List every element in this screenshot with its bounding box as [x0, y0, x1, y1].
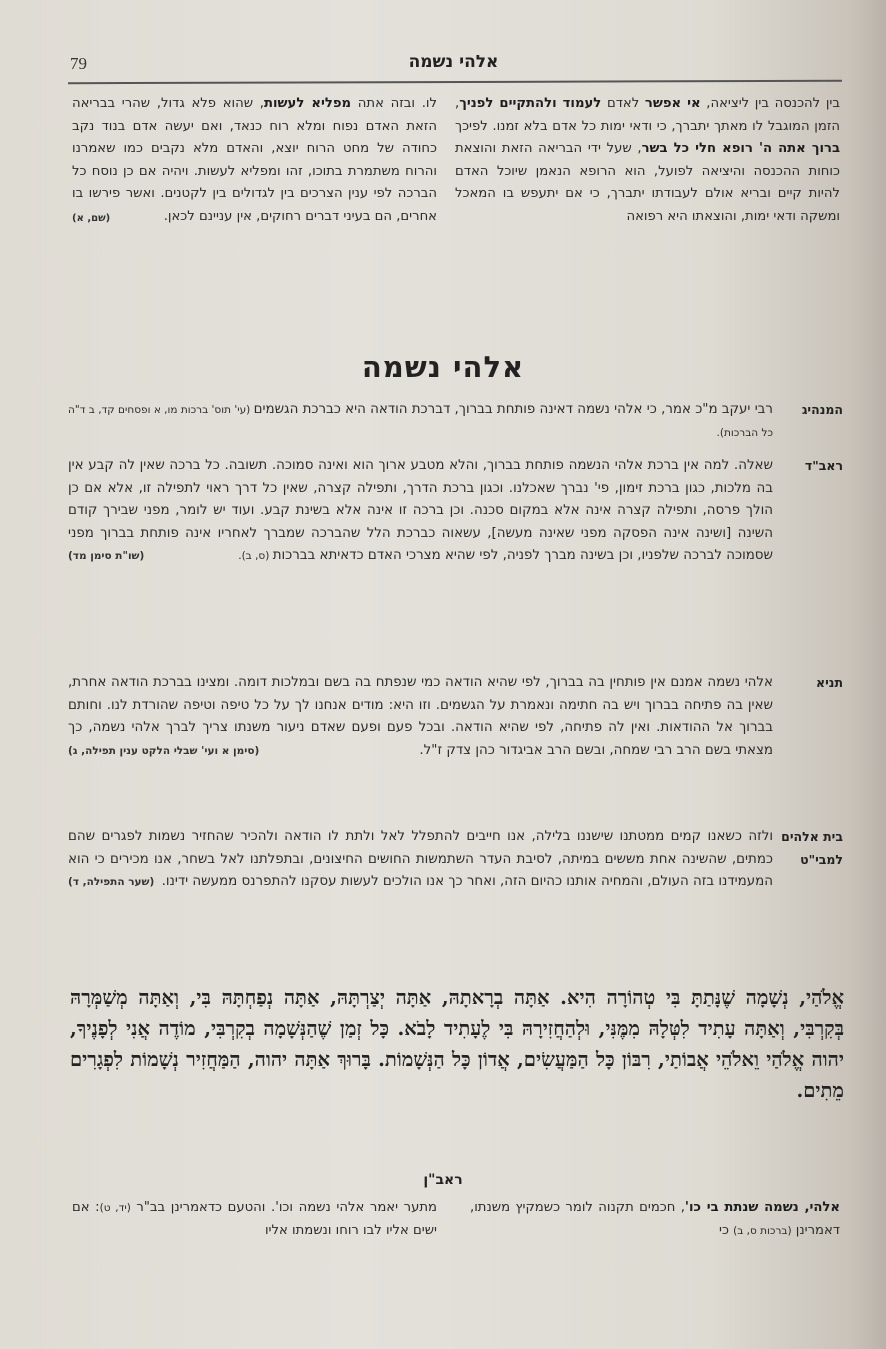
entry-tanya: [68, 672, 843, 817]
source-reference: (יד, ט): [99, 1202, 131, 1214]
citation: (סימן א ועי' שבלי הלקט ענין תפילה, ג): [68, 744, 260, 757]
entry-label: בית אלהים למבי"ט: [781, 829, 843, 867]
entry-body: [68, 455, 773, 568]
bottom-right-column: [470, 1197, 840, 1242]
entry-label: ראב"ד: [804, 458, 843, 473]
citation: (שער התפילה, ד): [68, 876, 155, 889]
bold-run: ברוך אתה ה' רופא חלי כל בשר: [641, 141, 840, 157]
bold-run: לעמוד ולהתקיים לפניך: [459, 96, 602, 111]
entry-label: תניא: [816, 675, 843, 690]
prayer-text-elokai-neshama: אֱלֹהַי, נְשָׁמָה שֶׁנָּתַתָּ בִּי טְהוֹרָה הִיא. אַתָּה בְרָאתָהּ, אַתָּה יְצַרְתָּהּ, אַתָּה נְפַחְתָּהּ בִּי, וְאַתָּה מְשַׁמְּרָהּ בְּקִרְבִּי, וְאַתָּה עָתִיד לִטְּלָהּ מִמֶּנִּי, וּלְהַחֲזִירָהּ בִּי לֶעָתִיד לָבֹא. כָּל זְמַן שֶׁהַנְּשָׁמָה בְקִרְבִּי, מוֹדֶה אֲנִי לְפָנֶיךָ, יהוה אֱלֹהַי וֵאלֹהֵי אֲבוֹתַי, רִבּוֹן כָּל הַמַּעֲשִׂים, אֲדוֹן כָּל הַנְּשָׁמוֹת. בָּרוּךְ אַתָּה יהוה, הַמַּחֲזִיר נְשָׁמוֹת לִפְגָרִים מֵתִים.: [70, 986, 844, 1102]
text-run: לו. ובזה אתה: [351, 96, 437, 111]
page-number: 79: [70, 54, 87, 73]
text-run: לאדם: [601, 96, 645, 111]
text-run: כי: [719, 1222, 734, 1238]
entry-body: [68, 826, 773, 894]
entry-label: המנהיג: [801, 402, 843, 417]
citation: (שו"ת סימן מד): [68, 550, 145, 563]
source-reference: (עי' תוס' ברכות מו, א ופסחים קד, ב ד"ה כל הברכות).: [68, 404, 773, 439]
text-run: בין להכנסה בין ליציאה,: [700, 96, 840, 111]
bottom-left-column: [72, 1197, 437, 1242]
top-right-column: [455, 93, 840, 229]
source-reference: (ברכות ס, ב): [733, 1224, 792, 1237]
text-run: , שהוא פלא גדול, שהרי בבריאה הזאת האדם נפוח ומלא רוח כנאד, ואם יעשה אדם בנוד נקב כחודה של מחט הרוח יוצא, והאדם מלא נקבים כמו שאמרנו והרוח משתמרת בתוכו, זהו ומפליא לעשות. ויהיה אם כן נוסח כל הברכה לפי ענין הצרכים בין לגדולים בין לקטנים. ואשר פירשו בו אחרים, הם בעיני דברים רחוקים, אין עניינם לכאן.: [72, 96, 437, 224]
raavan-heading: ראב"ן: [423, 1172, 463, 1188]
bold-run: מפליא לעשות: [264, 96, 352, 111]
entry-body: [68, 672, 773, 762]
entry-text: אלהי נשמה אמנם אין פותחין בה בברוך, לפי שהיא הודאה כמי שנפתח בה בשם ובמלכות דומה. ומצינו בברכת הודאה אחרת, שאין בה פתיחה בברוך ויש בה חתימה ונאמרת על הגשמים. וזו היא: מודים אנחנו לך על כל טיפה וטיפה שהורדת לנו. וחותם בברוך אל ההודאות. ואין לה פתיחה, לפי שהיא הודאה. ובכל פעם ופעם שאדם ניעור משנתו צריך לברך אלהי נשמה, כך מצאתי בשם הרב רבי שמחה, ובשם הרב אביגדור כהן צדק ז"ל.: [68, 675, 773, 758]
entry-hamanhig: [68, 399, 843, 447]
citation: (שם, א): [72, 212, 111, 224]
running-title: אלהי נשמה: [408, 52, 499, 72]
text-run: , חכמים תקנוה לומר כשמקיץ משנתו, דאמרינן: [470, 1200, 840, 1238]
entry-text: רבי יעקב מ"כ אמר, כי אלהי נשמה דאינה פותחת בברוך, דברכת הודאה היא כברכת הגשמים: [253, 402, 773, 417]
entry-raavad: [68, 455, 843, 665]
entry-text: ולזה כשאנו קמים ממטתנו שישננו בלילה, אנו חייבים להתפלל לאל ולתת לו הודאה ולהכיר שהחזיר נשמות לפגרים שהם כמתים, שהשינה אחת מששים במיתה, לסיבת העדר השתמשות החושים החיצונים, ובתפלתנו לאל בשחר, אנו מכירים כי הוא המעמידנו בזה העולם, והמחיה אותנו כהיום הזה, ואחר כך אנו הולכים לעשות עסקנו להתפרנס ממעשה ידינו.: [68, 829, 773, 890]
text-run: , שעל ידי הבריאה הזאת והוצאת כוחות ההכנסה והיציאה לפועל, הוא הרופא הנאמן שיוכל האדם להיות קיים ובריא אולם לעבודתו יתברך, כי אם יתעפש בו המאכל ומשקה ודאי ימות, והוצאתו היא רפואה: [455, 141, 840, 224]
source-reference: (ס, ב).: [238, 550, 273, 563]
entry-text: שאלה. למה אין ברכת אלהי הנשמה פותחת בברוך, והלא מטבע ארוך הוא ואינה סמוכה. תשובה. כל ברכה שאין לה קבע אין בה מלכות, כגון ברכת זימון, פי' נברך שאכלנו. וכגון ברכת הדרך, ותפילה קצרה, שאין כל דרך ראוי לתפילה זו, אלא אם כן הולך פרסה, ותפילה קצרה אינה אלא במקום סכנה. וכן ברכה זו אינה אלא בשינת קבע. ועוד יש לומר, מפני שבירך קודם השינה [ושינה אינה הפסקה מפני שאינה מעשה], עשאוה כברכת הלל שהברכה שמברך לאחריו אינה פותחת בברוך מפני שסמוכה לברכה שלפניו, וכן בשינה מברך לפניה, לפי שהיא מצרכי האדם כדאיתא בברכות: [68, 458, 773, 564]
entry-beit-elokim: [68, 826, 843, 966]
page-header: [66, 50, 841, 80]
top-left-column: [72, 93, 437, 231]
bold-run: אי אפשר: [644, 96, 701, 111]
section-title: אלהי נשמה: [361, 350, 525, 384]
text-run: , הזמן המוגבל לו מאתך יתברך, כי ודאי ימות כל אדם בלא זמנו. לפיכך: [455, 96, 840, 134]
bold-run: אלהי, נשמה שנתת בי כו': [684, 1200, 840, 1215]
text-run: מתער יאמר אלהי נשמה וכו'. והטעם כדאמרינן בב"ר: [130, 1200, 437, 1215]
header-rule: [68, 80, 842, 84]
entry-body: [68, 399, 773, 444]
text-run: : אם ישים אליו לבו רוחו ונשמתו אליו: [72, 1200, 437, 1238]
